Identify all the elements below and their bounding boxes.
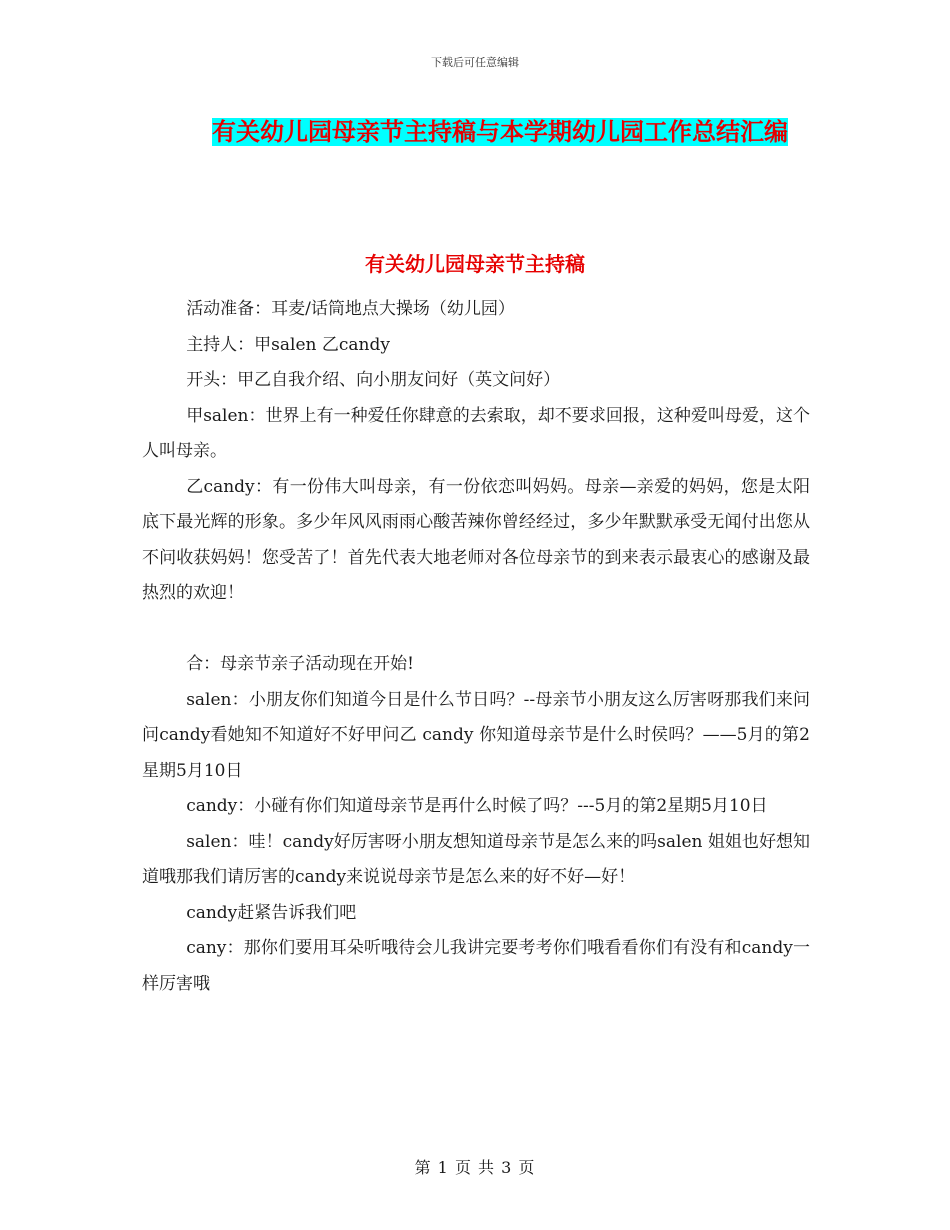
page-header-note: 下载后可任意编辑 bbox=[431, 56, 519, 69]
paragraph: 主持人：甲salen 乙candy bbox=[186, 334, 390, 355]
paragraph: 开头：甲乙自我介绍、向小朋友问好（英文问好） bbox=[186, 370, 561, 390]
paragraph: candy：小碰有你们知道母亲节是再什么时候了吗？---5月的第2星期5月10日 bbox=[186, 796, 768, 816]
paragraph: 活动准备：耳麦/话筒地点大操场（幼儿园） bbox=[186, 299, 515, 319]
paragraph: salen：哇！candy好厉害呀小朋友想知道母亲节是怎么来的吗salen 姐姐也好想知道哦那我们请厉害的candy来说说母亲节是怎么来的好不好—好！ bbox=[142, 831, 810, 887]
document-title-text: 有关幼儿园母亲节主持稿与本学期幼儿园工作总结汇编 bbox=[212, 118, 788, 146]
paragraph: 甲salen：世界上有一种爱任你肆意的去索取，却不要求回报，这种爱叫母爱，这个人叫母亲。 bbox=[142, 405, 810, 461]
document-title bbox=[190, 110, 810, 154]
paragraph: 乙candy：有一份伟大叫母亲，有一份依恋叫妈妈。母亲—亲爱的妈妈，您是太阳底下最光辉的形象。多少年风风雨雨心酸苦辣你曾经经过，多少年默默承受无闻付出您从不问收获妈妈！您受苦了！首先代表大地老师对各位母亲节的到来表示最衷心的感谢及最热烈的欢迎！ bbox=[142, 476, 810, 603]
paragraph: salen：小朋友你们知道今日是什么节日吗？--母亲节小朋友这么厉害呀那我们来问问candy看她知不知道好不好甲问乙 candy 你知道母亲节是什么时侯吗？——5月的第2星期5月10日 bbox=[142, 689, 810, 781]
paragraph: cany：那你们要用耳朵听哦待会儿我讲完要考考你们哦看看你们有没有和candy一样厉害哦 bbox=[142, 938, 810, 994]
document-body bbox=[142, 292, 810, 1002]
page-number-footer: 第 1 页 共 3 页 bbox=[414, 1158, 536, 1177]
paragraph: 合：母亲节亲子活动现在开始! bbox=[186, 654, 415, 674]
paragraph-spacer bbox=[142, 612, 810, 648]
paragraph: candy赶紧告诉我们吧 bbox=[186, 902, 357, 923]
section-title: 有关幼儿园母亲节主持稿 bbox=[365, 252, 585, 276]
